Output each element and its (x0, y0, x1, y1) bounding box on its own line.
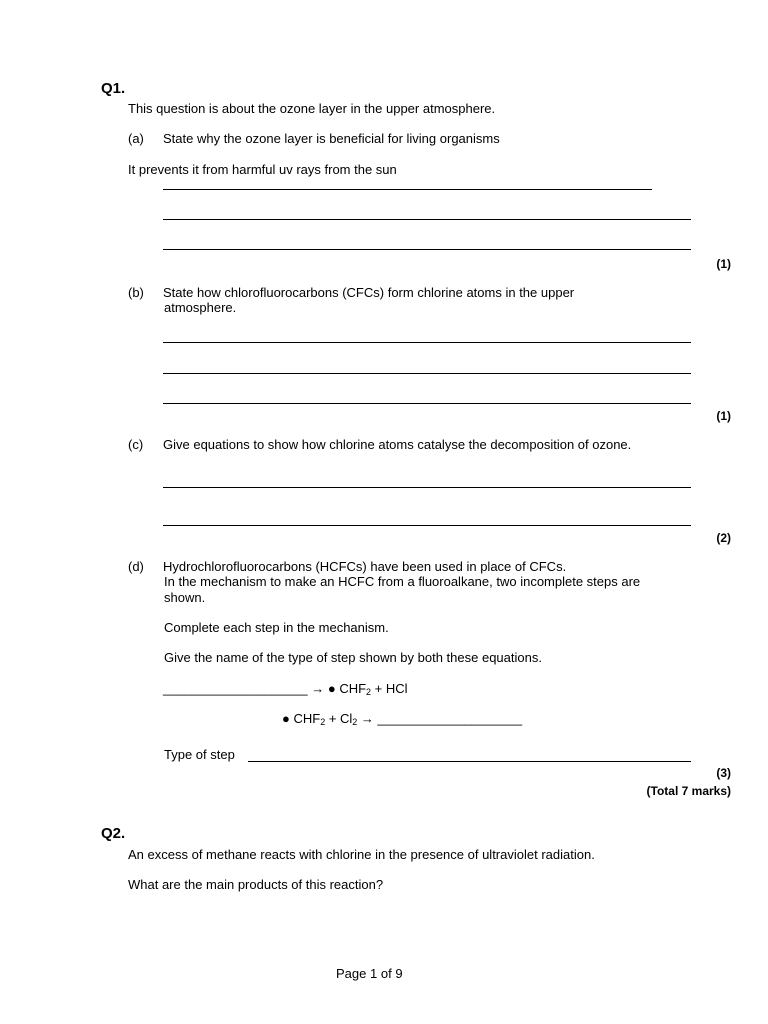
page-number: 1 (370, 966, 378, 981)
q1d-marks: (3) (716, 766, 731, 780)
q1-intro: This question is about the ozone layer in the upper atmosphere. (128, 101, 496, 116)
q1b-text-line2: atmosphere. (164, 300, 237, 315)
eq1-subscript: 2 (366, 687, 372, 697)
q1b-label: (b) (128, 285, 144, 300)
question-number-q1: Q1. (101, 80, 126, 97)
eq2-mid: + Cl (325, 711, 353, 726)
answer-line[interactable] (163, 403, 691, 404)
answer-line[interactable] (163, 525, 691, 526)
answer-line[interactable] (163, 373, 691, 374)
type-of-step-answer-line[interactable] (248, 761, 691, 762)
eq1-radical: ● CHF (327, 681, 367, 696)
eq1-rest: + HCl (371, 681, 408, 696)
q1a-marks: (1) (716, 257, 731, 271)
q1b-marks: (1) (716, 409, 731, 423)
q1a-text: State why the ozone layer is beneficial for living organisms (163, 131, 500, 146)
eq1-arrow: → (311, 681, 325, 696)
equation-1 (163, 681, 408, 696)
eq2-radical: ● CHF (282, 711, 321, 726)
answer-line[interactable] (163, 342, 691, 343)
q1d-line2: In the mechanism to make an HCFC from a fluoroalkane, two incomplete steps are (164, 574, 641, 589)
answer-line[interactable] (163, 249, 691, 250)
page-label: Page (336, 966, 367, 981)
eq2-arrow: → (357, 711, 378, 726)
page-total: 9 (395, 966, 403, 981)
q1c-text: Give equations to show how chlorine atoms catalyse the decomposition of ozone. (163, 437, 632, 452)
q1d-line3: shown. (164, 590, 206, 605)
answer-line[interactable] (163, 189, 652, 190)
q1d-name-type: Give the name of the type of step shown by both these equations. (164, 650, 542, 665)
q1d-label: (d) (128, 559, 144, 574)
q1d-complete: Complete each step in the mechanism. (164, 620, 389, 635)
eq2-subscript-1: 2 (320, 717, 326, 727)
q1d-line1: Hydrochlorofluorocarbons (HCFCs) have been used in place of CFCs. (163, 559, 567, 574)
q1-total-marks: (Total 7 marks) (646, 784, 731, 798)
question-number-q2: Q2. (101, 825, 126, 842)
q1b-text-line1: State how chlorofluorocarbons (CFCs) form chlorine atoms in the upper (163, 285, 575, 300)
q1a-label: (a) (128, 131, 144, 146)
answer-line[interactable] (163, 487, 691, 488)
eq2-subscript-2: 2 (352, 717, 358, 727)
equation-2 (282, 711, 522, 726)
eq2-blank[interactable]: ____________________ (377, 711, 523, 726)
q1a-answer: It prevents it from harmful uv rays from the sun (128, 162, 397, 177)
q1c-label: (c) (128, 437, 144, 452)
answer-line[interactable] (163, 219, 691, 220)
type-of-step-label: Type of step (164, 747, 235, 762)
of-label: of (380, 966, 392, 981)
eq1-blank[interactable]: ____________________ (163, 681, 308, 696)
q2-intro: An excess of methane reacts with chlorine in the presence of ultraviolet radiation. (128, 847, 595, 862)
q2-question: What are the main products of this reaction? (128, 877, 384, 892)
q1c-marks: (2) (716, 531, 731, 545)
page-footer (336, 966, 403, 981)
